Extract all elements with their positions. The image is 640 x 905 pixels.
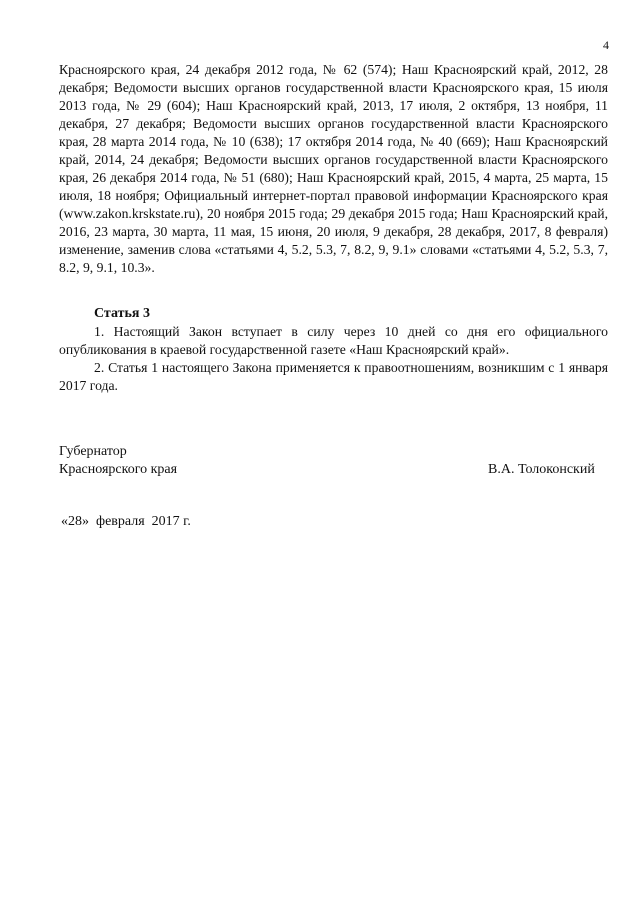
signature-title-line-2: Красноярского края — [59, 462, 178, 477]
document-date: «28» февраля 2017 г. — [61, 514, 191, 529]
article-paragraph-2: 2. Статья 1 настоящего Закона применяется к правоотношениям, возникшим с 1 января 2017 года. — [59, 360, 608, 393]
page-number: 4 — [603, 38, 609, 52]
signature-title — [59, 443, 177, 479]
signatory-name: В.А. Толоконский — [488, 462, 595, 477]
continued-paragraph: Красноярского края, 24 декабря 2012 года, № 62 (574); Наш Красноярский край, 2012, 28 декабря; Ведомости высших органов государственной власти Красноярского края, 15 июля 2013 года, № 29 (604); Наш Красноярский край, 2013, 17 июля, 2 октября, 13 ноября, 11 декабря, 27 декабря; Ведомости высших органов государственной власти Красноярского края, 28 марта 2014 года, № 10 (638); 17 октября 2014 года, № 40 (669); Наш Красноярский край, 2014, 24 декабря; Ведомости высших органов государственной власти Красноярского края, 26 декабря 2014 года, № 51 (680); Наш Красноярский край, 2015, 4 марта, 25 марта, 15 июля, 18 ноября; Официальный интернет-портал правовой информации Красноярского края (www.zakon.krskstate.ru), 20 ноября 2015 года; 29 декабря 2015 года; Наш Красноярский край, 2016, 23 марта, 30 марта, 11 мая, 15 июня, 20 июля, 9 декабря, 28 декабря, 2017, 8 февраля) изменение, заменив слова «статьями 4, 5.2, 5.3, 7, 8.2, 9, 9.1» словами «статьями 4, 5.2, 5.3, 7, 8.2, 9, 9.1, 10.3». — [59, 62, 608, 275]
article-paragraph-1: 1. Настоящий Закон вступает в силу через 10 дней со дня его официального опубликования в краевой государственной газете «Наш Красноярский край». — [59, 324, 608, 357]
signature-title-line-1: Губернатор — [59, 444, 127, 459]
article-title: Статья 3 — [94, 306, 150, 321]
